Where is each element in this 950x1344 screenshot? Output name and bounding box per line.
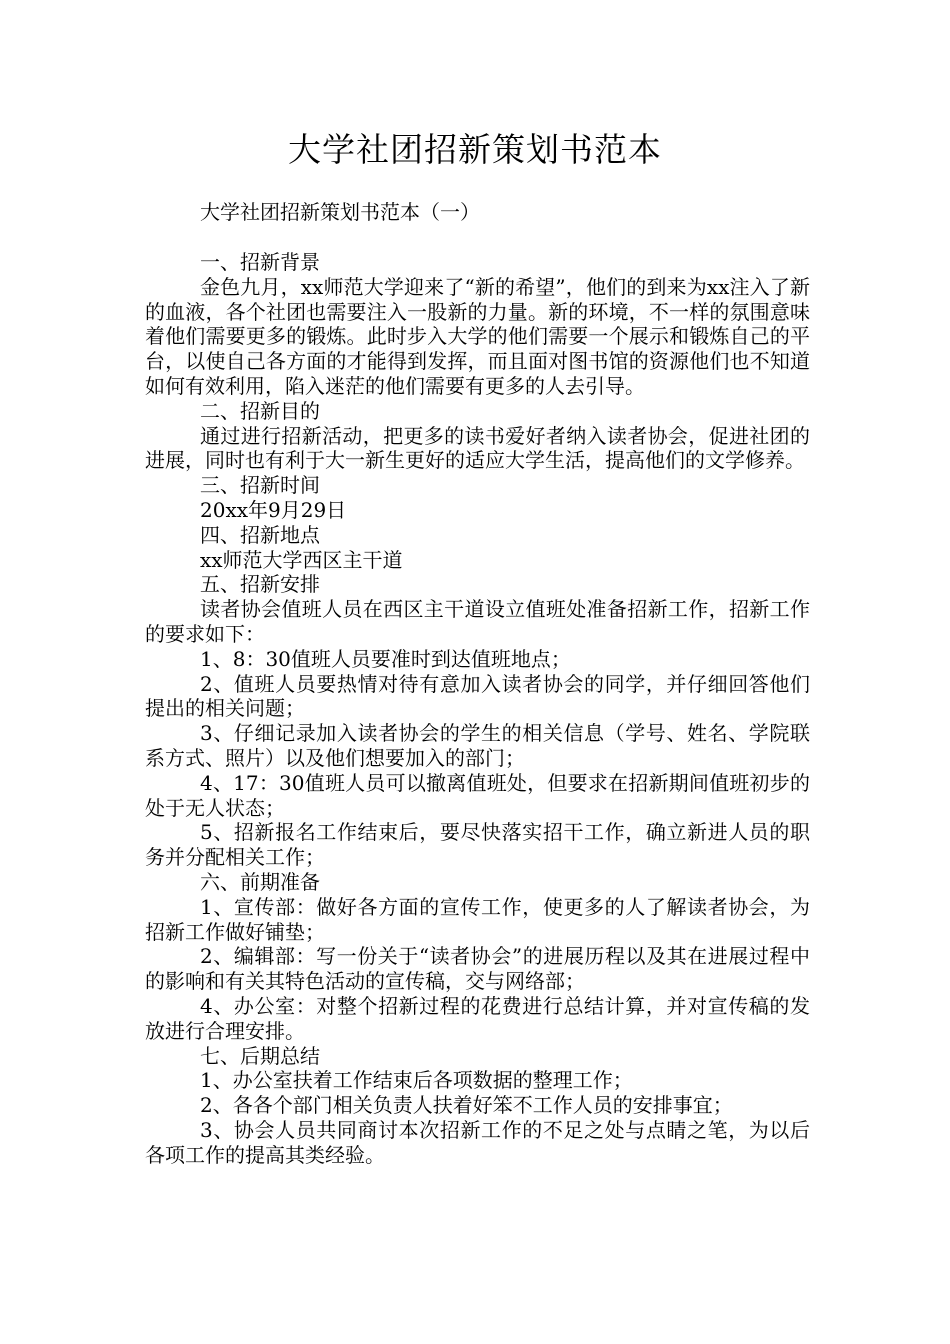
list-item: 3、仔细记录加入读者协会的学生的相关信息（学号、姓名、学院联系方式、照片）以及他们想要加入的部门； — [145, 721, 810, 770]
list-item: 4、17：30值班人员可以撤离值班处，但要求在招新期间值班初步的处于无人状态； — [145, 770, 810, 820]
list-item: 5、招新报名工作结束后，要尽快落实招干工作，确立新进人员的职务并分配相关工作； — [145, 820, 810, 870]
document-title: 大学社团招新策划书范本 — [288, 130, 662, 169]
section-heading-arrangement: 五、招新安排 — [200, 572, 320, 597]
section-heading-time: 三、招新时间 — [200, 473, 320, 498]
list-item: 2、编辑部：写一份关于“读者协会”的进展历程以及其在进展过程中的影响和有关其特色活动的宣传稿，交与网络部； — [145, 944, 810, 994]
list-item: 1、办公室扶着工作结束后各项数据的整理工作； — [200, 1068, 633, 1093]
section-heading-background: 一、招新背景 — [200, 250, 320, 274]
document-body — [145, 250, 810, 1167]
paragraph-arrangement-intro: 读者协会值班人员在西区主干道设立值班处准备招新工作，招新工作的要求如下： — [145, 597, 810, 646]
section-heading-summary: 七、后期总结 — [200, 1043, 320, 1068]
list-item: 3、协会人员共同商讨本次招新工作的不足之处与点睛之笔，为以后各项工作的提高其类经验。 — [145, 1117, 810, 1167]
section-heading-location: 四、招新地点 — [200, 522, 320, 547]
list-item: 2、值班人员要热情对待有意加入读者协会的同学，并仔细回答他们提出的相关问题； — [145, 671, 810, 721]
document-subtitle: 大学社团招新策划书范本（一） — [200, 200, 480, 224]
list-item: 1、宣传部：做好各方面的宣传工作，使更多的人了解读者协会，为招新工作做好铺垫； — [145, 894, 810, 944]
list-item: 4、办公室：对整个招新过程的花费进行总结计算，并对宣传稿的发放进行合理安排。 — [145, 993, 810, 1043]
section-heading-preparation: 六、前期准备 — [200, 869, 320, 894]
list-item: 1、8：30值班人员要准时到达值班地点； — [200, 646, 571, 671]
paragraph-time: 20xx年9月29日 — [200, 497, 347, 522]
paragraph-purpose: 通过进行招新活动，把更多的读书爱好者纳入读者协会，促进社团的进展，同时也有利于大一新生更好的适应大学生活，提高他们的文学修养。 — [145, 423, 810, 473]
paragraph-background: 金色九月，xx师范大学迎来了“新的希望”，他们的到来为xx注入了新的血液，各个社团也需要注入一股新的力量。新的环境，不一样的氛围意味着他们需要更多的锻炼。此时步入大学的他们需要一个展示和锻炼自己的平台，以使自己各方面的才能得到发挥，而且面对图书馆的资源他们也不知道如何有效利用，陷入迷茫的他们需要有更多的人去引导。 — [145, 274, 810, 398]
paragraph-location: xx师范大学西区主干道 — [200, 547, 403, 572]
section-heading-purpose: 二、招新目的 — [200, 398, 320, 423]
list-item: 2、各各个部门相关负责人扶着好笨不工作人员的安排事宜； — [200, 1093, 733, 1118]
